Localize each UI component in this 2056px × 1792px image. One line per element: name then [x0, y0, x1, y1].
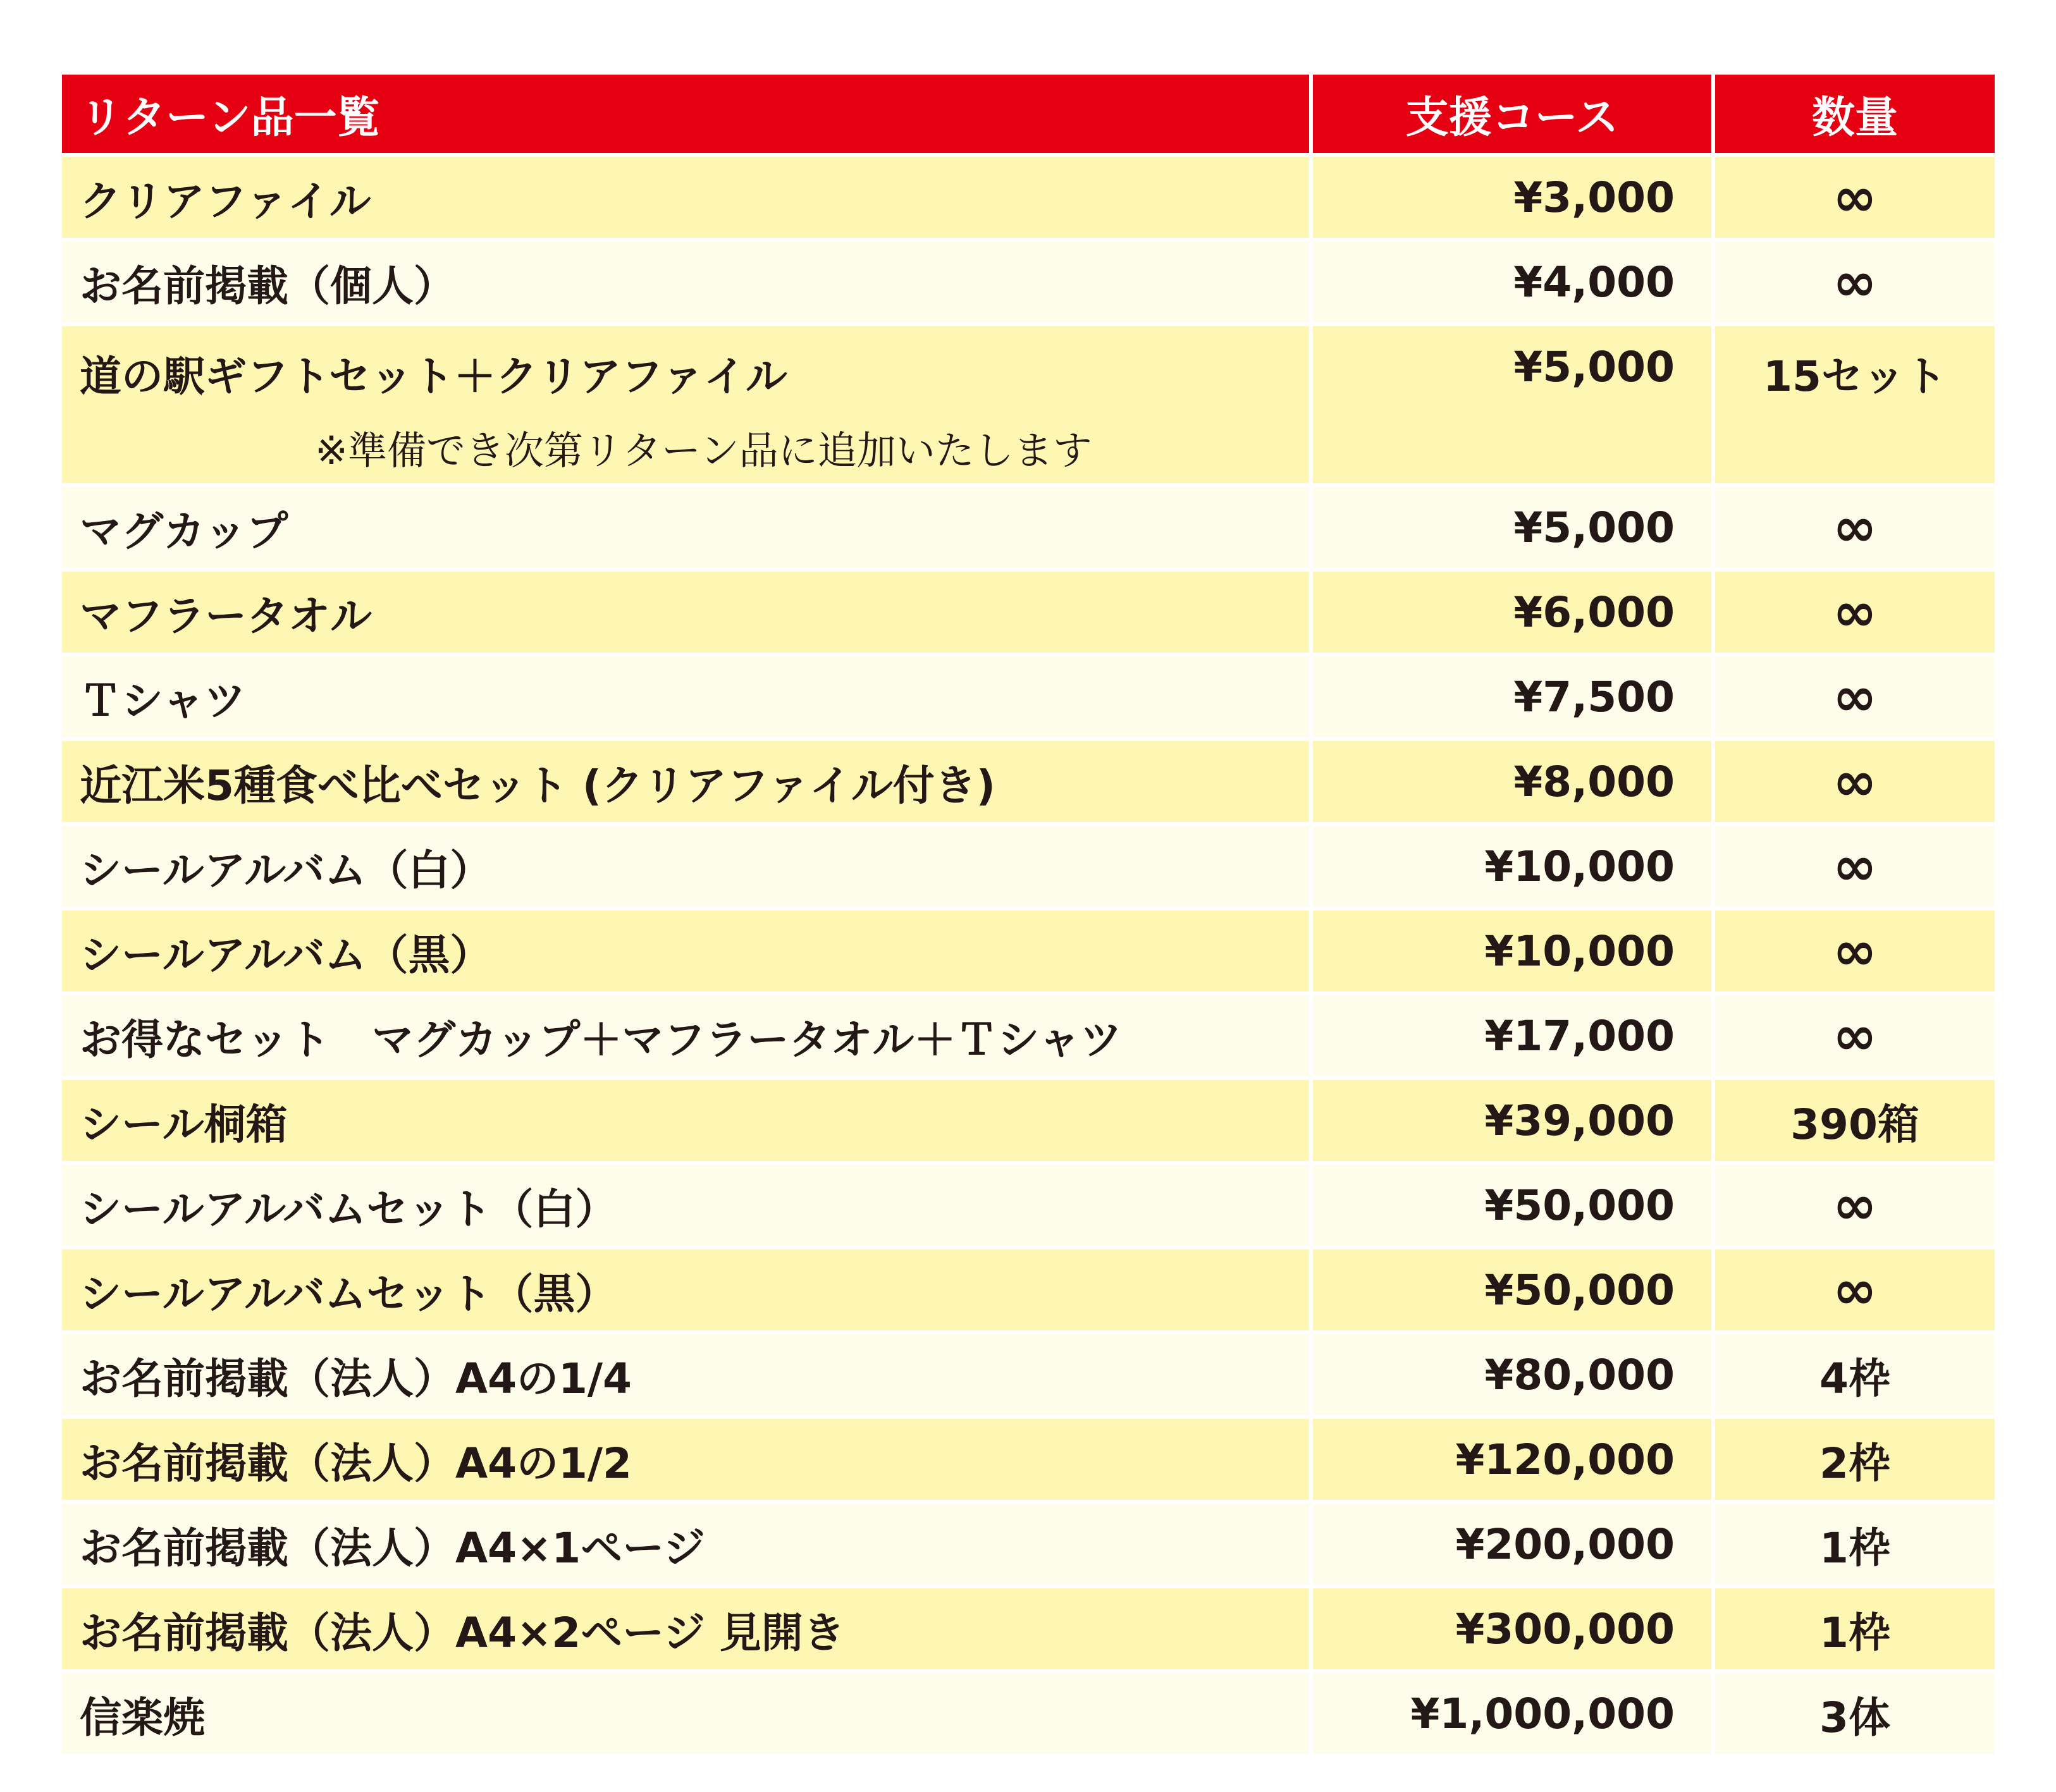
item-price: ¥8,000 [1313, 741, 1711, 822]
item-name: クリアファイル [62, 157, 1309, 238]
item-quantity: 1枠 [1715, 1504, 1995, 1585]
item-name-cell [62, 326, 1309, 483]
item-price: ¥39,000 [1313, 1080, 1711, 1161]
item-name: 信楽焼 [62, 1673, 1309, 1754]
item-name: Ｔシャツ [62, 656, 1309, 737]
item-name: シールアルバムセット（白） [62, 1165, 1309, 1246]
item-name: お名前掲載（法人）A4×2ページ 見開き [62, 1588, 1309, 1669]
item-name: シールアルバムセット（黒） [62, 1249, 1309, 1330]
item-price: ¥6,000 [1313, 572, 1711, 653]
item-quantity: ∞ [1715, 911, 1995, 991]
item-name: 道の駅ギフトセット＋クリアファイル [80, 352, 787, 401]
item-name: お名前掲載（法人）A4×1ページ [62, 1504, 1309, 1585]
item-price: ¥3,000 [1313, 157, 1711, 238]
item-quantity: ∞ [1715, 741, 1995, 822]
item-price: ¥17,000 [1313, 995, 1711, 1076]
item-quantity: ∞ [1715, 1165, 1995, 1246]
item-quantity: 3体 [1715, 1673, 1995, 1754]
item-name: マグカップ [62, 487, 1309, 568]
item-quantity: ∞ [1715, 157, 1995, 238]
item-quantity: 390箱 [1715, 1080, 1995, 1161]
item-price: ¥7,500 [1313, 656, 1711, 737]
item-name: お名前掲載（個人） [62, 242, 1309, 322]
item-price: ¥10,000 [1313, 911, 1711, 991]
item-quantity: ∞ [1715, 656, 1995, 737]
item-name: シール桐箱 [62, 1080, 1309, 1161]
return-items-table [62, 75, 1995, 1754]
item-quantity: ∞ [1715, 826, 1995, 907]
item-name: 近江米5種食べ比べセット (クリアファイル付き) [62, 741, 1309, 822]
item-quantity: ∞ [1715, 242, 1995, 322]
item-quantity: ∞ [1715, 572, 1995, 653]
item-name: お名前掲載（法人）A4の1/2 [62, 1419, 1309, 1500]
item-price: ¥120,000 [1313, 1419, 1711, 1500]
item-price: ¥4,000 [1313, 242, 1711, 322]
item-price: ¥80,000 [1313, 1334, 1711, 1415]
item-quantity: ∞ [1715, 995, 1995, 1076]
item-quantity: ∞ [1715, 1249, 1995, 1330]
header-item: リターン品一覧 [62, 75, 1309, 153]
item-price: ¥1,000,000 [1313, 1673, 1711, 1754]
item-quantity: 4枠 [1715, 1334, 1995, 1415]
item-quantity: ∞ [1715, 487, 1995, 568]
item-price: ¥10,000 [1313, 826, 1711, 907]
header-quantity: 数量 [1715, 75, 1995, 153]
item-name: シールアルバム（白） [62, 826, 1309, 907]
item-price: ¥5,000 [1313, 487, 1711, 568]
item-price: ¥300,000 [1313, 1588, 1711, 1669]
item-price: ¥200,000 [1313, 1504, 1711, 1585]
item-note: ※準備でき次第リターン品に追加いたします [315, 427, 1092, 474]
item-price: ¥50,000 [1313, 1249, 1711, 1330]
item-quantity: 2枠 [1715, 1419, 1995, 1500]
header-course: 支援コース [1313, 75, 1711, 153]
item-quantity: 15セット [1715, 326, 1995, 483]
item-name: シールアルバム（黒） [62, 911, 1309, 991]
item-name: お名前掲載（法人）A4の1/4 [62, 1334, 1309, 1415]
item-price: ¥50,000 [1313, 1165, 1711, 1246]
item-name: お得なセット マグカップ＋マフラータオル＋Ｔシャツ [62, 995, 1309, 1076]
item-name: マフラータオル [62, 572, 1309, 653]
item-price: ¥5,000 [1313, 326, 1711, 483]
item-quantity: 1枠 [1715, 1588, 1995, 1669]
